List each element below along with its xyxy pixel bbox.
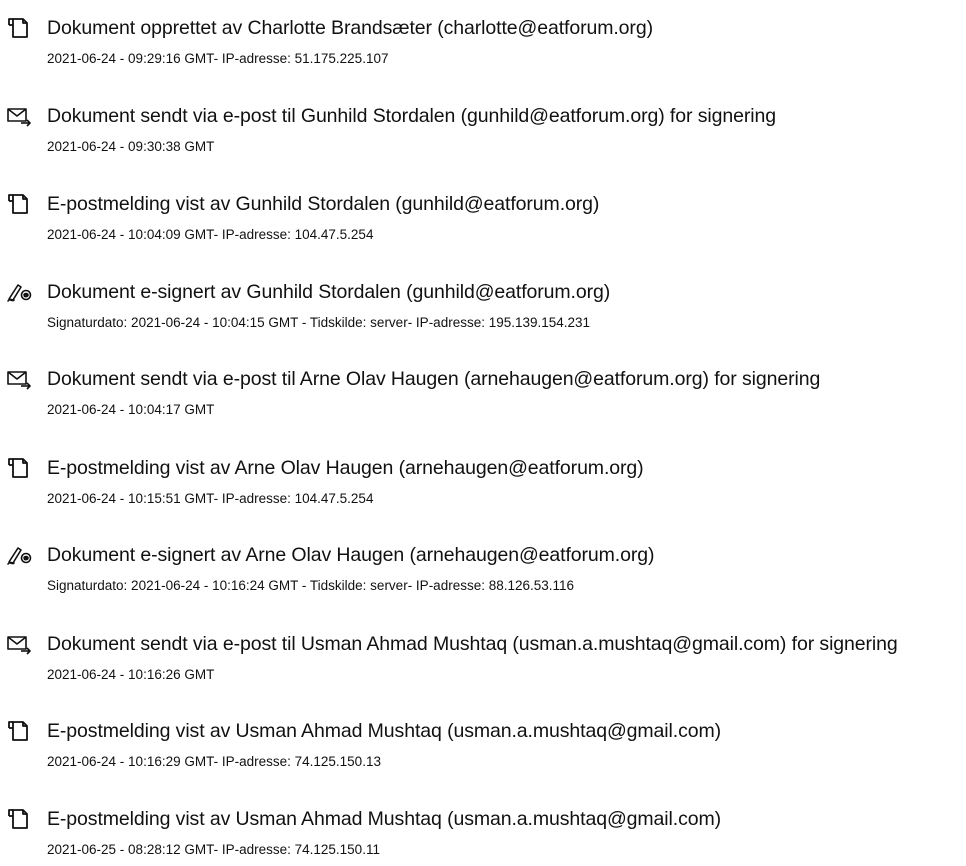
- entry-title: E-postmelding vist av Gunhild Stordalen (gunhild@eatforum.org): [47, 193, 600, 215]
- entry-meta: 2021-06-24 - 10:04:09 GMT- IP-adresse: 104.47.5.254: [47, 227, 374, 242]
- entry-meta: 2021-06-24 - 09:29:16 GMT- IP-adresse: 51.175.225.107: [47, 51, 389, 66]
- entry-title: E-postmelding vist av Usman Ahmad Mushtaq (usman.a.mushtaq@gmail.com): [47, 808, 722, 830]
- entry-meta: 2021-06-25 - 08:28:12 GMT- IP-adresse: 74.125.150.11: [47, 842, 380, 857]
- entry-meta: Signaturdato: 2021-06-24 - 10:04:15 GMT - Tidskilde: server- IP-adresse: 195.139.154.231: [47, 315, 591, 330]
- entry-meta: 2021-06-24 - 10:04:17 GMT: [47, 402, 215, 417]
- log-entry: [0, 806, 966, 866]
- log-entry: [0, 191, 966, 251]
- email-sent-icon: [6, 104, 32, 128]
- entry-title: Dokument opprettet av Charlotte Brandsæter (charlotte@eatforum.org): [47, 17, 653, 39]
- log-entry: [0, 455, 966, 515]
- document-icon: [6, 807, 32, 831]
- log-entry: [0, 279, 966, 339]
- entry-meta: Signaturdato: 2021-06-24 - 10:16:24 GMT - Tidskilde: server- IP-adresse: 88.126.53.116: [47, 578, 575, 593]
- document-icon: [6, 192, 32, 216]
- log-entry: [0, 631, 966, 691]
- log-entry: [0, 15, 966, 75]
- entry-meta: 2021-06-24 - 09:30:38 GMT: [47, 139, 215, 154]
- document-icon: [6, 719, 32, 743]
- entry-meta: 2021-06-24 - 10:15:51 GMT- IP-adresse: 104.47.5.254: [47, 491, 374, 506]
- log-entry: [0, 103, 966, 163]
- document-icon: [6, 456, 32, 480]
- e-signature-icon: [6, 543, 32, 567]
- entry-title: Dokument sendt via e-post til Gunhild Stordalen (gunhild@eatforum.org) for signering: [47, 105, 776, 127]
- log-entry: [0, 366, 966, 426]
- entry-meta: 2021-06-24 - 10:16:26 GMT: [47, 667, 215, 682]
- email-sent-icon: [6, 632, 32, 656]
- entry-title: Dokument sendt via e-post til Usman Ahmad Mushtaq (usman.a.mushtaq@gmail.com) for signering: [47, 633, 898, 655]
- entry-title: Dokument e-signert av Arne Olav Haugen (arnehaugen@eatforum.org): [47, 544, 655, 566]
- email-sent-icon: [6, 367, 32, 391]
- document-icon: [6, 16, 32, 40]
- log-entry: [0, 542, 966, 602]
- entry-title: E-postmelding vist av Arne Olav Haugen (arnehaugen@eatforum.org): [47, 457, 644, 479]
- entry-title: Dokument e-signert av Gunhild Stordalen (gunhild@eatforum.org): [47, 281, 611, 303]
- entry-title: E-postmelding vist av Usman Ahmad Mushtaq (usman.a.mushtaq@gmail.com): [47, 720, 722, 742]
- log-entry: [0, 718, 966, 778]
- entry-meta: 2021-06-24 - 10:16:29 GMT- IP-adresse: 74.125.150.13: [47, 754, 381, 769]
- entry-title: Dokument sendt via e-post til Arne Olav Haugen (arnehaugen@eatforum.org) for signering: [47, 368, 821, 390]
- e-signature-icon: [6, 280, 32, 304]
